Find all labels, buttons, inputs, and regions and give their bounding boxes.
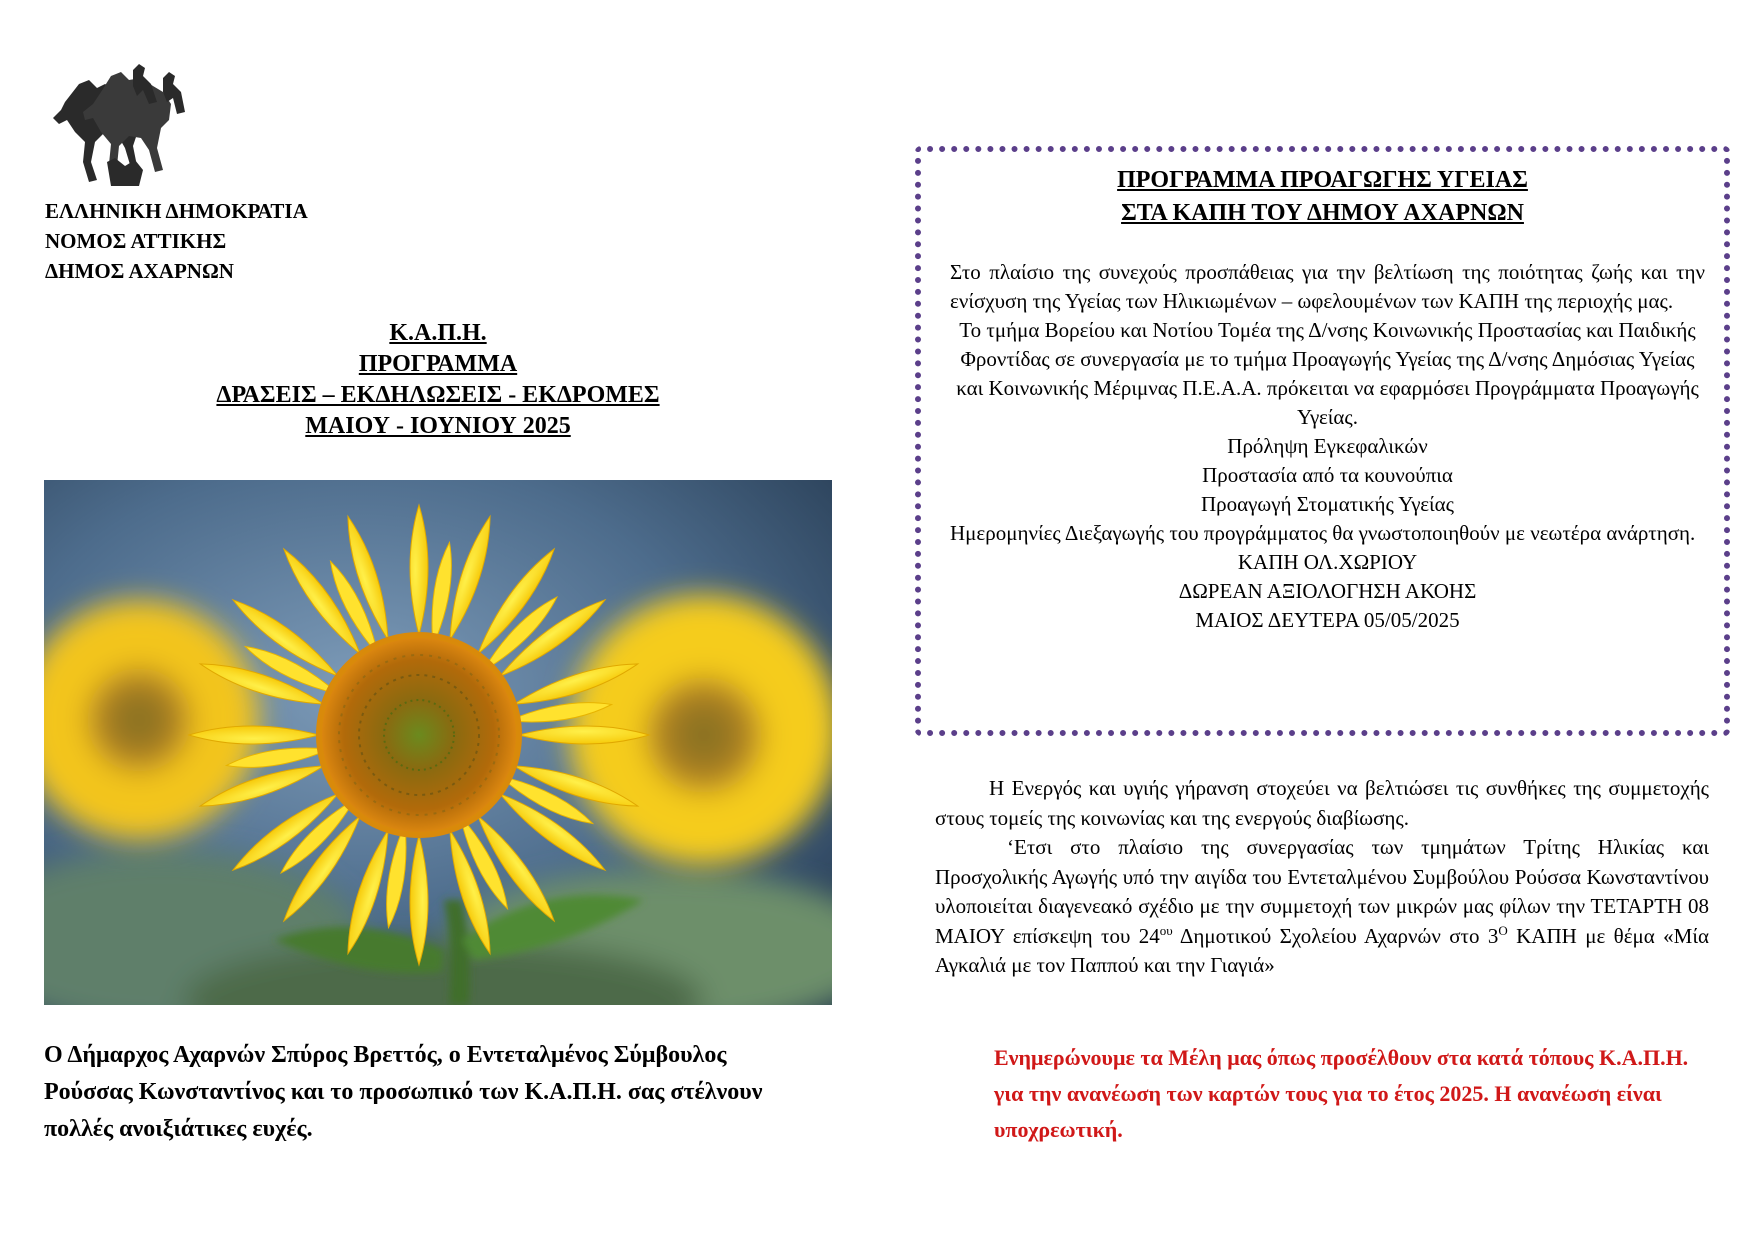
title-line-actions: ΔΡΑΣΕΙΣ – ΕΚΔΗΛΩΣΕΙΣ - ΕΚΔΡΟΜΕΣ [216, 382, 660, 408]
health-intro: Στο πλαίσιο της συνεχούς προσπάθειας για την βελτίωση της ποιότητας ζωής και την ενίσχυση της Υγείας των Ηλικιωμένων – ωφελουμένων των ΚΑΠΗ της περιοχής μας. [950, 260, 1705, 313]
active-aging-section [935, 774, 1709, 981]
program-title [44, 318, 832, 442]
health-program-title [915, 164, 1730, 230]
health-title-line2: ΣΤΑ ΚΑΠΗ ΤΟΥ ΔΗΜΟΥ ΑΧΑΡΝΩΝ [1121, 200, 1524, 226]
header-line-municipality: ΔΗΜΟΣ ΑΧΑΡΝΩΝ [45, 259, 234, 283]
ordinal-superscript: ου [1159, 922, 1173, 938]
health-event-line: ΚΑΠΗ ΟΛ.ΧΩΡΙΟΥ [1237, 550, 1418, 574]
mayor-greeting: Ο Δήμαρχος Αχαρνών Σπύρος Βρεττός, ο Εντεταλμένος Σύμβουλος Ρούσσας Κωνσταντίνος και το προσωπικό των Κ.Α.Π.Η. σας στέλνουν πολλές ανοιξιάτικες ευχές. [44, 1042, 763, 1142]
aging-paragraph-1: Η Ενεργός και υγιής γήρανση στοχεύει να βελτιώσει τις συνθήκες της συμμετοχής στους τομείς της κοινωνίας και της ενεργούς διαβίωσης. [935, 776, 1709, 830]
header-line-republic: ΕΛΛΗΝΙΚΗ ΔΗΜΟΚΡΑΤΙΑ [45, 199, 308, 223]
health-dates-note: Ημερομηνίες Διεξαγωγής του προγράμματος θα γνωστοποιηθούν με νεωτέρα ανάρτηση. [950, 521, 1696, 545]
health-program-item: Πρόληψη Εγκεφαλικών [1227, 434, 1428, 458]
title-line-program: ΠΡΟΓΡΑΜΜΑ [358, 351, 518, 377]
header-line-prefecture: ΝΟΜΟΣ ΑΤΤΙΚΗΣ [45, 229, 227, 253]
health-program-body [950, 258, 1705, 635]
health-program-item: Προαγωγή Στοματικής Υγείας [1201, 492, 1454, 516]
horse-riders-emblem-icon [45, 62, 195, 192]
title-line-period: ΜΑΙΟΥ - ΙΟΥΝΙΟΥ 2025 [305, 413, 571, 439]
health-title-line1: ΠΡΟΓΡΑΜΜΑ ΠΡΟΑΓΩΓΗΣ ΥΓΕΙΑΣ [1117, 167, 1528, 193]
membership-renewal-notice: Ενημερώνουμε τα Μέλη μας όπως προσέλθουν στα κατά τόπους Κ.Α.Π.Η. για την ανανέωση των καρτών τους για το έτος 2025. Η ανανέωση είναι υποχρεωτική. [994, 1045, 1689, 1142]
aging-paragraph-2 [935, 833, 1709, 981]
health-program-item: Προστασία από τα κουνούπια [1202, 463, 1453, 487]
health-collaboration: Το τμήμα Βορείου και Νοτίου Τομέα της Δ/νσης Κοινωνικής Προστασίας και Παιδικής Φροντίδας σε συνεργασία με το τμήμα Προαγωγής Υγείας της Δ/νσης Δημόσιας Υγείας και Κοινωνικής Μέριμνας Π.Ε.Α.Α. πρόκειται να εφαρμόσει Προγράμματα Προαγωγής Υγείας. [956, 318, 1699, 429]
health-event-line: ΔΩΡΕΑΝ ΑΞΙΟΛΟΓΗΣΗ ΑΚΟΗΣ [1178, 579, 1477, 603]
aging-text: ‘Ετσι στο πλαίσιο της συνεργασίας των τμημάτων Τρίτης Ηλικίας και Προσχολικής Αγωγής υπό την αιγίδα του Εντεταλμένου Συμβούλου Ρούσσα Κωνσταντίνου υλοποιείται διαγενεακό σχέδιο με την συμμετοχή των μικρών μας φίλων την ΤΕΤΑΡΤΗ 08 ΜΑΙΟΥ επίσκεψη του 24 [935, 835, 1709, 948]
sunflower-photo-icon [44, 480, 832, 1005]
ordinal-superscript: Ο [1498, 922, 1508, 938]
issuer-header [45, 196, 308, 286]
title-line-kapi: Κ.Α.Π.Η. [389, 320, 487, 346]
aging-text: Δημοτικού Σχολείου Αχαρνών στο 3 [1172, 923, 1499, 948]
health-event-line: ΜΑΙΟΣ ΔΕΥΤΕΡΑ 05/05/2025 [1195, 608, 1460, 632]
aging-text: ΚΑΠΗ με θέμα «Μία Αγκαλιά με τον Παππού και την Γιαγιά» [935, 923, 1709, 977]
